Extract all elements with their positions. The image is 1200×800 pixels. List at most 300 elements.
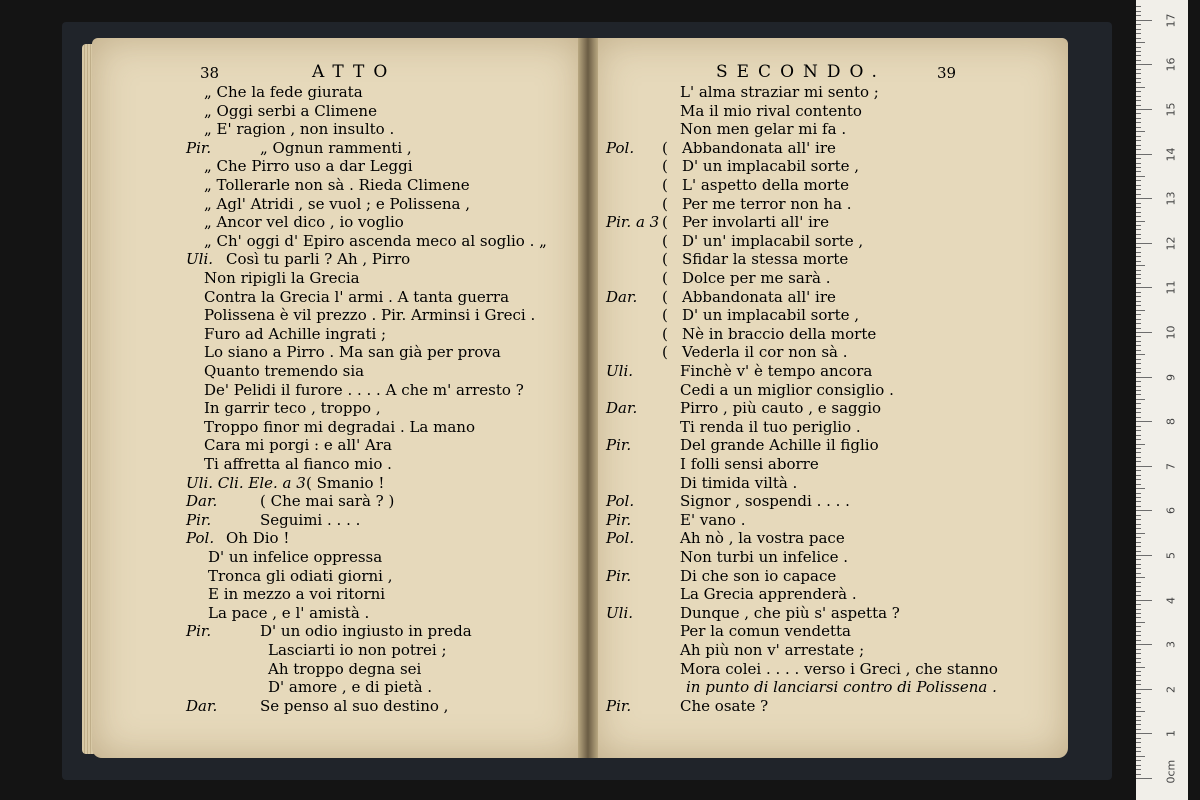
speaker-label: Pol. [606,492,635,511]
ruler-tick [1136,87,1145,88]
verse-text: Che osate ? [680,696,769,715]
ruler-tick [1136,256,1141,257]
ensemble-bracket: ( [662,324,668,343]
ruler-tick [1136,582,1141,583]
ruler-tick [1136,265,1145,266]
speaker-label: Pir. [186,622,212,641]
ruler-tick [1136,707,1141,708]
verse-text: Cara mi porgi : e all' Ara [204,436,392,455]
left-line [182,529,567,547]
ruler-tick [1136,336,1141,337]
verse-text: Seguimi . . . . [260,510,361,529]
ruler-tick [1136,577,1145,578]
ruler-tick [1136,185,1141,186]
left-folio: 38 [200,64,220,82]
ruler-tick [1136,488,1145,489]
verse-text: Se penso al suo destino , [260,696,449,715]
speaker-label: Pir. [186,138,212,157]
ruler-number: 14 [1164,147,1178,162]
ruler-tick [1136,653,1141,654]
ruler-tick [1136,154,1152,155]
verse-text: I folli sensi aborre [680,455,819,473]
left-line [182,83,567,101]
ruler-tick [1136,69,1141,70]
ruler-tick [1136,171,1141,172]
left-line [182,102,567,120]
left-line [182,269,567,287]
ruler-tick [1136,332,1152,333]
right-line [606,567,1056,585]
right-line [606,139,1056,157]
ruler-tick [1136,207,1141,208]
right-line [606,660,1056,678]
verse-text: ( Smanio ! [306,473,385,492]
ruler-tick [1136,73,1141,74]
ensemble-bracket: ( [662,176,668,194]
speaker-label: Pir. a 3 [606,213,660,232]
ruler-tick [1136,439,1141,440]
ruler-tick [1136,296,1141,297]
verse-text: Di timida viltà . [680,473,798,492]
ruler-tick [1136,149,1141,150]
ruler-tick [1136,305,1141,306]
speaker-label: Dar. [606,399,638,418]
ruler-tick [1136,457,1141,458]
verse-text: D' amore , e di pietà . [268,678,433,697]
left-line [182,325,567,343]
verse-text: in punto di lanciarsi contro di Polissena . [686,678,997,697]
ruler-number: 8 [1164,418,1178,426]
ruler-tick [1136,278,1141,279]
ruler-unit-label: 0cm [1164,759,1178,784]
verse-text: Abbandonata all' ire [682,138,836,157]
left-line [182,660,567,678]
ruler-tick [1136,403,1141,404]
right-line [606,157,1056,175]
verse-text: Ma il mio rival contento [680,101,862,120]
ruler-tick [1136,738,1141,739]
ruler-tick [1136,145,1141,146]
ruler-tick [1136,470,1141,471]
speaker-label: Uli. [606,603,634,622]
ruler-tick [1136,163,1141,164]
ruler-tick [1136,122,1141,123]
right-line [606,529,1056,547]
ruler-tick [1136,724,1141,725]
right-line [606,195,1056,213]
right-line [606,399,1056,417]
verse-text: „ Tollerarle non sà . Rieda Climene [204,176,470,194]
right-line [606,288,1056,306]
right-line [606,213,1056,231]
ruler-tick [1136,319,1141,320]
ruler-number: 16 [1164,57,1178,72]
ruler-tick [1136,203,1141,204]
ruler-number: 9 [1164,373,1178,381]
speaker-label: Pir. [186,510,212,529]
right-line [606,622,1056,640]
verse-text: In garrir teco , troppo , [204,399,381,418]
ruler-tick [1136,140,1141,141]
ruler-tick [1136,64,1152,65]
ruler-number: 5 [1164,552,1178,559]
left-line [182,641,567,659]
verse-text: D' un' implacabil sorte , [682,231,864,250]
ruler-tick [1136,684,1141,685]
ruler-tick [1136,38,1141,39]
verse-text: „ E' ragion , non insulto . [204,120,395,139]
speaker-label: Pol. [606,138,635,157]
ruler-tick [1136,555,1152,556]
ruler-tick [1136,216,1141,217]
ruler-tick [1136,729,1141,730]
ensemble-bracket: ( [662,138,668,157]
ruler-tick [1136,693,1141,694]
ruler-tick [1136,484,1141,485]
speaker-label: Dar. [186,696,218,715]
left-line [182,585,567,603]
left-line [182,120,567,138]
right-line [606,548,1056,566]
ruler-tick [1136,559,1141,560]
ruler-tick [1136,176,1145,177]
ruler-tick [1136,247,1141,248]
verse-text: E in mezzo a voi ritorni [208,585,386,604]
ruler-tick [1136,363,1141,364]
ruler-tick [1136,399,1145,400]
ruler-tick [1136,127,1141,128]
ruler-tick [1136,546,1141,547]
ruler-tick [1136,55,1141,56]
ruler-tick [1136,765,1141,766]
ruler-tick [1136,408,1141,409]
ruler-tick [1136,261,1141,262]
ruler-tick [1136,515,1141,516]
ruler-tick [1136,105,1141,106]
right-line [606,474,1056,492]
speaker-label: Uli. Cli. Ele. a 3 [186,473,306,492]
verse-text: Tronca gli odiati giorni , [208,566,393,585]
ensemble-bracket: ( [662,287,668,306]
ruler-tick [1136,417,1141,418]
ruler-tick [1136,252,1141,253]
verse-text: „ Ognun rammenti , [260,138,412,157]
right-line [606,436,1056,454]
ruler-tick [1136,533,1145,534]
speaker-label: Pir. [606,696,632,715]
right-line [606,306,1056,324]
verse-text: Ah nò , la vostra pace [680,529,845,548]
left-line [182,399,567,417]
left-line [182,343,567,361]
ensemble-bracket: ( [662,306,668,325]
ruler-tick [1136,109,1152,110]
verse-text: D' un infelice oppressa [208,548,383,566]
ruler-tick [1136,359,1141,360]
ruler-tick [1136,604,1141,605]
left-line [182,250,567,268]
ruler-tick [1136,345,1141,346]
verse-text: Lo siano a Pirro . Ma san già per prova [204,343,501,362]
verse-text: Non men gelar mi fa . [680,120,847,139]
left-line [182,306,567,324]
ruler-tick [1136,466,1152,467]
verse-text: Ti renda il tuo periglio . [680,417,861,436]
right-line [606,176,1056,194]
ensemble-bracket: ( [662,269,668,287]
ruler-tick [1136,212,1141,213]
ruler-number: 15 [1164,102,1178,117]
verse-text: L' alma straziar mi sento ; [680,83,879,101]
ruler-tick [1136,774,1141,775]
ruler-number: 10 [1164,325,1178,340]
ruler-tick [1136,778,1152,779]
ruler-tick [1136,631,1141,632]
verse-text: Per involarti all' ire [682,213,829,232]
ruler-number: 4 [1164,596,1178,604]
verse-text: Signor , sospendi . . . . [680,492,850,511]
ruler-tick [1136,649,1141,650]
ruler-tick [1136,435,1141,436]
ruler-tick [1136,11,1141,12]
verse-text: „ Che Pirro uso a dar Leggi [204,157,413,176]
verse-text: Lasciarti io non potrei ; [268,641,447,659]
speaker-label: Uli. [186,250,214,269]
ruler-tick [1136,24,1141,25]
verse-text: Ah troppo degna sei [268,659,422,678]
verse-text: ( Che mai sarà ? ) [260,492,395,511]
ruler-tick [1136,118,1141,119]
ruler-tick [1136,568,1141,569]
ruler-tick [1136,394,1141,395]
ruler-tick [1136,479,1141,480]
ruler-tick [1136,426,1141,427]
right-line [606,585,1056,603]
ruler-tick [1136,542,1141,543]
verse-text: E' vano . [680,510,746,529]
ruler-tick [1136,493,1141,494]
ruler-tick [1136,475,1141,476]
ruler-tick [1136,381,1141,382]
ruler-tick [1136,591,1141,592]
ruler-tick [1136,742,1141,743]
ruler-tick [1136,33,1141,34]
right-line [606,511,1056,529]
right-line [606,678,1056,696]
verse-text: De' Pelidi il furore . . . . A che m' arresto ? [204,380,524,399]
verse-text: Nè in braccio della morte [682,324,877,343]
ruler-tick [1136,47,1141,48]
right-line [606,250,1056,268]
ruler-tick [1136,658,1141,659]
ruler-tick [1136,626,1141,627]
verse-text: Per me terror non ha . [682,194,852,213]
ruler-tick [1136,448,1141,449]
verse-text: D' un implacabil sorte , [682,306,860,325]
ruler-tick [1136,354,1145,355]
ruler-tick [1136,510,1152,511]
right-folio: 39 [937,64,957,82]
ruler-tick [1136,698,1141,699]
verse-text: La pace , e l' amistà . [208,603,370,622]
verse-text: Contra la Grecia l' armi . A tanta guerra [204,287,510,306]
ruler-tick [1136,20,1152,21]
verse-text: Ti affretta al fianco mio . [204,455,392,473]
ruler-tick [1136,180,1141,181]
left-line [182,567,567,585]
left-line [182,548,567,566]
verse-text: Cedi a un miglior consiglio . [680,380,894,399]
ruler-tick [1136,78,1141,79]
right-line [606,120,1056,138]
ruler-tick [1136,42,1145,43]
verse-text: D' un odio ingiusto in preda [260,622,472,641]
right-line [606,381,1056,399]
ruler-tick [1136,497,1141,498]
verse-text: La Grecia apprenderà . [680,585,857,604]
ruler-tick [1136,501,1141,502]
verse-text: Furo ad Achille ingrati ; [204,324,387,343]
verse-text: Quanto tremendo sia [204,362,365,380]
right-line [606,492,1056,510]
left-line [182,697,567,715]
verse-text: Troppo finor mi degradai . La mano [204,417,476,436]
ruler-tick [1136,51,1141,52]
ruler-tick [1136,680,1141,681]
ruler-number: 17 [1164,13,1178,28]
ruler-tick [1136,194,1141,195]
left-line [182,195,567,213]
ruler-tick [1136,158,1141,159]
verse-text: Polissena è vil prezzo . Pir. Arminsi i Greci . [204,306,536,325]
ruler-tick [1136,506,1141,507]
ruler-tick [1136,716,1141,717]
verse-text: Abbandonata all' ire [682,287,836,306]
speaker-label: Pol. [186,529,215,548]
ruler-tick [1136,551,1141,552]
ruler-tick [1136,386,1141,387]
ruler-tick [1136,15,1141,16]
ruler-tick [1136,301,1141,302]
ruler-tick [1136,96,1141,97]
left-line [182,492,567,510]
ensemble-bracket: ( [662,343,668,362]
ruler-tick [1136,136,1141,137]
verse-text: Finchè v' è tempo ancora [680,362,873,380]
verse-text: Dunque , che più s' aspetta ? [680,603,900,622]
speaker-label: Uli. [606,362,634,380]
ensemble-bracket: ( [662,231,668,250]
left-line [182,176,567,194]
verse-text: Mora colei . . . . verso i Greci , che stanno [680,659,998,678]
ruler-tick [1136,243,1152,244]
right-running-head: SECONDO. [716,62,886,82]
right-line [606,325,1056,343]
left-line [182,474,567,492]
ruler-number: 6 [1164,507,1178,515]
speaker-label: Dar. [186,492,218,511]
ruler-tick [1136,412,1141,413]
speaker-label: Dar. [606,287,638,306]
book-gutter [578,38,598,758]
ruler-number: 12 [1164,236,1178,251]
verse-text: Vederla il cor non sà . [682,343,848,362]
right-line [606,343,1056,361]
ruler-tick [1136,662,1141,663]
ensemble-bracket: ( [662,250,668,269]
ruler-tick [1136,452,1141,453]
verse-text: „ Ancor vel dico , io voglio [204,213,404,232]
verse-text: Sfidar la stessa morte [682,250,849,269]
ruler-tick [1136,82,1141,83]
verse-text: Dolce per me sarà . [682,269,831,287]
ruler-tick [1136,229,1141,230]
ruler-tick [1136,350,1141,351]
verse-text: „ Ch' oggi d' Epiro ascenda meco al soglio . „ [204,231,547,250]
ruler-tick [1136,60,1141,61]
ruler-tick [1136,421,1152,422]
ruler-tick [1136,270,1141,271]
right-line [606,604,1056,622]
verse-text: Non turbi un infelice . [680,548,848,566]
ruler-tick [1136,635,1141,636]
speaker-label: Pir. [606,436,632,455]
ruler-tick [1136,91,1141,92]
verse-text: L' aspetto della morte [682,176,849,194]
ruler-tick [1136,198,1152,199]
right-line [606,102,1056,120]
right-line [606,641,1056,659]
ruler-tick [1136,225,1141,226]
ruler-tick [1136,689,1152,690]
left-line [182,288,567,306]
ruler-tick [1136,6,1141,7]
ruler-tick [1136,189,1141,190]
ruler-tick [1136,314,1141,315]
verse-text: Così tu parli ? Ah , Pirro [226,250,411,269]
ruler-tick [1136,769,1141,770]
ruler-tick [1136,747,1141,748]
verse-text: „ Che la fede giurata [204,83,363,101]
right-line [606,455,1056,473]
verse-text: Per la comun vendetta [680,622,851,641]
ruler-tick [1136,167,1141,168]
ruler-tick [1136,609,1141,610]
left-line [182,362,567,380]
ruler-tick [1136,573,1141,574]
measuring-ruler [1136,0,1188,800]
ruler-tick [1136,640,1141,641]
ruler-tick [1136,100,1141,101]
ruler-tick [1136,760,1141,761]
ruler-tick [1136,586,1141,587]
verse-text: Del grande Achille il figlio [680,436,879,455]
left-line [182,139,567,157]
ruler-tick [1136,671,1141,672]
ruler-tick [1136,310,1145,311]
ruler-tick [1136,234,1141,235]
ruler-tick [1136,702,1141,703]
left-line [182,678,567,696]
right-line [606,269,1056,287]
ruler-tick [1136,644,1152,645]
ruler-tick [1136,221,1145,222]
verse-text: Di che son io capace [680,566,837,585]
ruler-tick [1136,131,1145,132]
right-line [606,83,1056,101]
ruler-tick [1136,675,1141,676]
ruler-tick [1136,292,1141,293]
